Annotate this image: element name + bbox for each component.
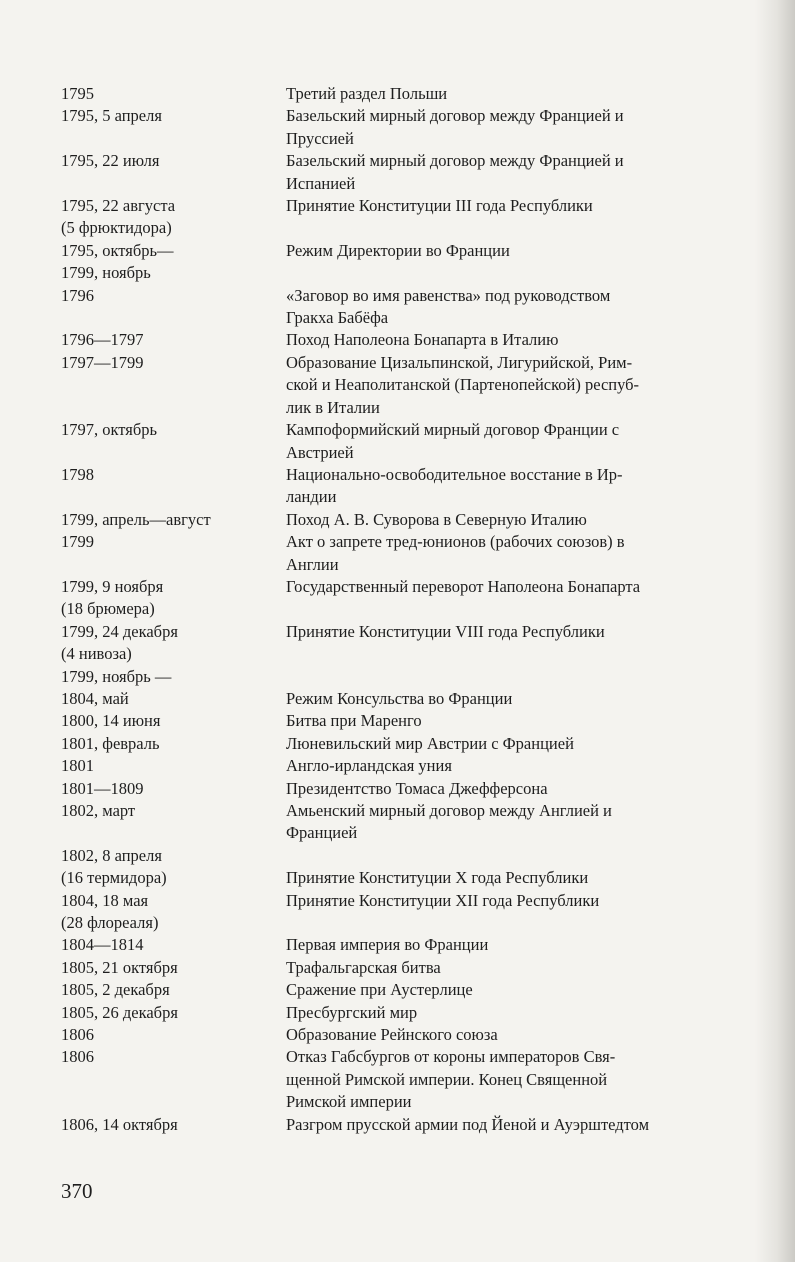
entry-event-line: Образование Рейнского союза xyxy=(286,1025,498,1045)
entry-event-line: Первая империя во Франции xyxy=(286,935,489,955)
entry-date xyxy=(61,1024,286,1046)
entry-date-line: 1799, ноябрь xyxy=(61,263,151,283)
entry-event-line: Разгром прусской армии под Йеной и Ауэрштедтом xyxy=(286,1114,650,1134)
entry-event xyxy=(286,1002,731,1024)
chronology-entry xyxy=(61,733,741,755)
entry-date xyxy=(61,710,286,732)
entry-date-line: 1806 xyxy=(61,1025,94,1045)
entry-event xyxy=(286,1046,731,1113)
entry-event xyxy=(286,755,731,777)
entry-date xyxy=(61,240,286,285)
entry-event-line: Режим Директории во Франции xyxy=(286,240,510,260)
entry-date-line: 1795, 22 июля xyxy=(61,151,160,171)
entry-date-line: 1801 xyxy=(61,756,94,776)
chronology-entry xyxy=(61,419,741,464)
chronology-entry xyxy=(61,1114,741,1136)
entry-date xyxy=(61,531,286,576)
entry-event-line: Битва при Маренго xyxy=(286,711,422,731)
entry-event-line: ской и Неаполитанской (Партенопейской) респуб- xyxy=(286,375,640,395)
entry-event xyxy=(286,195,731,240)
entry-date xyxy=(61,419,286,464)
entry-event xyxy=(286,845,731,890)
entry-event-line: Базельский мирный договор между Францией и xyxy=(286,106,624,126)
entry-date xyxy=(61,979,286,1001)
entry-event-line: ландии xyxy=(286,487,337,507)
entry-event xyxy=(286,352,731,419)
chronology-entry xyxy=(61,845,741,890)
entry-event-line: Австрией xyxy=(286,442,354,462)
entry-date-line: (16 термидора) xyxy=(61,868,167,888)
chronology-entry xyxy=(61,240,741,285)
entry-event xyxy=(286,464,731,509)
entry-event xyxy=(286,531,731,576)
entry-date-line: (18 брюмера) xyxy=(61,599,155,619)
chronology-entry xyxy=(61,755,741,777)
entry-date-line: 1802, март xyxy=(61,801,136,820)
entry-event xyxy=(286,419,731,464)
entry-event-line: Поход Наполеона Бонапарта в Италию xyxy=(286,330,559,350)
entry-event-line: Принятие Конституции XII года Республики xyxy=(286,890,600,910)
entry-event xyxy=(286,150,731,195)
entry-event xyxy=(286,509,731,531)
entry-date-line: 1796—1797 xyxy=(61,330,144,350)
entry-event-line: Принятие Конституции X года Республики xyxy=(286,868,589,888)
chronology-entry xyxy=(61,800,741,845)
entry-date-line: 1797—1799 xyxy=(61,352,144,372)
chronology-entry xyxy=(61,285,741,330)
entry-event xyxy=(286,83,731,105)
entry-date xyxy=(61,1046,286,1113)
entry-date-line: 1798 xyxy=(61,464,94,484)
entry-event-line: Пруссией xyxy=(286,128,354,148)
chronology-entry xyxy=(61,979,741,1001)
entry-date xyxy=(61,890,286,935)
chronology-entry xyxy=(61,621,741,666)
entry-date-line: 1796 xyxy=(61,285,94,305)
entry-date-line: 1805, 2 декабря xyxy=(61,980,170,1000)
entry-event-line: Поход А. В. Суворова в Северную Италию xyxy=(286,509,587,529)
entry-event-line: Испанией xyxy=(286,173,356,193)
entry-date-line: 1804, 18 мая xyxy=(61,890,149,910)
entry-date-line: 1801, февраль xyxy=(61,733,160,753)
entry-event xyxy=(286,1024,731,1046)
entry-date xyxy=(61,957,286,979)
entry-date xyxy=(61,755,286,777)
entry-date-line: 1804, май xyxy=(61,688,129,708)
entry-event-line: Трафальгарская битва xyxy=(286,957,441,977)
chronology-entry xyxy=(61,778,741,800)
entry-date-line: 1801—1809 xyxy=(61,778,144,798)
entry-event xyxy=(286,778,731,800)
entry-date-line: 1795, октябрь— xyxy=(61,240,174,260)
entry-event-line: Амьенский мирный договор между Англией и xyxy=(286,801,612,820)
entry-date-line: 1799 xyxy=(61,532,94,552)
entry-date-line: 1799, 24 декабря xyxy=(61,621,178,641)
entry-event-line: Люневильский мир Австрии с Францией xyxy=(286,733,574,753)
entry-date-line: (5 фрюктидора) xyxy=(61,218,172,238)
entry-event-line: Третий раздел Польши xyxy=(286,84,448,103)
page-binding-shadow xyxy=(755,0,795,1262)
chronology-entry xyxy=(61,1046,741,1113)
chronology-entry xyxy=(61,83,741,105)
entry-date-line: 1799, ноябрь — xyxy=(61,666,172,686)
entry-event xyxy=(286,733,731,755)
chronology-entry xyxy=(61,576,741,621)
entry-date xyxy=(61,329,286,351)
chronology-entry xyxy=(61,1002,741,1024)
chronology-entry xyxy=(61,509,741,531)
entry-date xyxy=(61,666,286,711)
entry-event-line: Отказ Габсбургов от короны императоров Свя- xyxy=(286,1047,616,1067)
chronology-entry xyxy=(61,710,741,732)
entry-date-line: 1805, 26 декабря xyxy=(61,1002,178,1022)
entry-event xyxy=(286,934,731,956)
entry-date xyxy=(61,733,286,755)
entry-date xyxy=(61,83,286,105)
entry-event-line: Кампоформийский мирный договор Франции с xyxy=(286,420,620,440)
entry-event-line: щенной Римской империи. Конец Священной xyxy=(286,1069,608,1089)
chronology-entry xyxy=(61,890,741,935)
entry-date-line: 1799, апрель—август xyxy=(61,509,211,529)
entry-date-line: 1806 xyxy=(61,1047,94,1067)
entry-event xyxy=(286,710,731,732)
entry-date xyxy=(61,1114,286,1136)
entry-date xyxy=(61,934,286,956)
entry-event-line: лик в Италии xyxy=(286,397,380,417)
entry-date xyxy=(61,352,286,419)
entry-date xyxy=(61,105,286,150)
entry-event-line: Принятие Конституции VIII года Республики xyxy=(286,621,605,641)
entry-event-line: Римской империи xyxy=(286,1092,412,1112)
entry-date-line: 1795, 5 апреля xyxy=(61,106,162,126)
chronology-entry xyxy=(61,329,741,351)
entry-event-line: Гракха Бабёфа xyxy=(286,308,389,328)
entry-event-line: Государственный переворот Наполеона Бонапарта xyxy=(286,576,641,596)
page-number: 370 xyxy=(61,1179,93,1203)
entry-event xyxy=(286,957,731,979)
entry-date-line: 1802, 8 апреля xyxy=(61,845,162,865)
entry-date-line: 1805, 21 октября xyxy=(61,957,178,977)
chronology-entry xyxy=(61,464,741,509)
entry-date xyxy=(61,195,286,240)
entry-date-line: (28 флореаля) xyxy=(61,913,159,933)
entry-date-line: 1795 xyxy=(61,84,94,103)
entry-date-line: 1804—1814 xyxy=(61,935,144,955)
entry-date xyxy=(61,1002,286,1024)
entry-event xyxy=(286,979,731,1001)
entry-event xyxy=(286,285,731,330)
entry-date-line: 1797, октябрь xyxy=(61,420,158,440)
entry-date xyxy=(61,509,286,531)
entry-date xyxy=(61,800,286,845)
entry-event-line: Образование Цизальпинской, Лигурийской, Рим- xyxy=(286,352,633,372)
chronology-entry xyxy=(61,352,741,419)
entry-date-line: 1806, 14 октября xyxy=(61,1114,178,1134)
entry-date xyxy=(61,285,286,330)
entry-event-line: Пресбургский мир xyxy=(286,1002,418,1022)
entry-event xyxy=(286,800,731,845)
chronology-entry xyxy=(61,105,741,150)
entry-date xyxy=(61,150,286,195)
entry-event-line xyxy=(286,666,731,688)
entry-event-line: Францией xyxy=(286,823,358,843)
entry-event-line xyxy=(286,845,731,867)
entry-event-line: Базельский мирный договор между Францией и xyxy=(286,151,624,171)
entry-date-line: 1795, 22 августа xyxy=(61,196,176,216)
entry-event xyxy=(286,576,731,621)
chronology-entry xyxy=(61,934,741,956)
entry-event xyxy=(286,105,731,150)
entry-event-line: Акт о запрете тред-юнионов (рабочих союзов) в xyxy=(286,532,625,552)
entry-date xyxy=(61,576,286,621)
entry-event-line: Режим Консульства во Франции xyxy=(286,688,513,708)
entry-event xyxy=(286,666,731,711)
chronology-entry xyxy=(61,531,741,576)
chronology-entry xyxy=(61,195,741,240)
chronology-entry xyxy=(61,1024,741,1046)
entry-event xyxy=(286,240,731,285)
chronology-entry xyxy=(61,666,741,711)
entry-date xyxy=(61,464,286,509)
entry-date xyxy=(61,778,286,800)
chronology-entry xyxy=(61,957,741,979)
entry-date-line: 1800, 14 июня xyxy=(61,711,161,731)
entry-event xyxy=(286,329,731,351)
entry-event-line: Президентство Томаса Джефферсона xyxy=(286,778,548,798)
entry-event xyxy=(286,1114,731,1136)
entry-event-line: Англо-ирландская уния xyxy=(286,756,452,776)
entry-event xyxy=(286,621,731,666)
entry-event xyxy=(286,890,731,935)
chronology-entry xyxy=(61,150,741,195)
entry-date-line: (4 нивоза) xyxy=(61,644,132,664)
chronology-table xyxy=(61,83,741,1136)
entry-event-line: Принятие Конституции III года Республики xyxy=(286,196,593,216)
entry-event-line: Сражение при Аустерлице xyxy=(286,980,473,1000)
entry-event-line: Англии xyxy=(286,554,339,574)
entry-date-line: 1799, 9 ноября xyxy=(61,576,164,596)
entry-event-line: «Заговор во имя равенства» под руководством xyxy=(286,285,611,305)
entry-event-line: Национально-освободительное восстание в Ир- xyxy=(286,464,623,484)
entry-date xyxy=(61,845,286,890)
entry-date xyxy=(61,621,286,666)
